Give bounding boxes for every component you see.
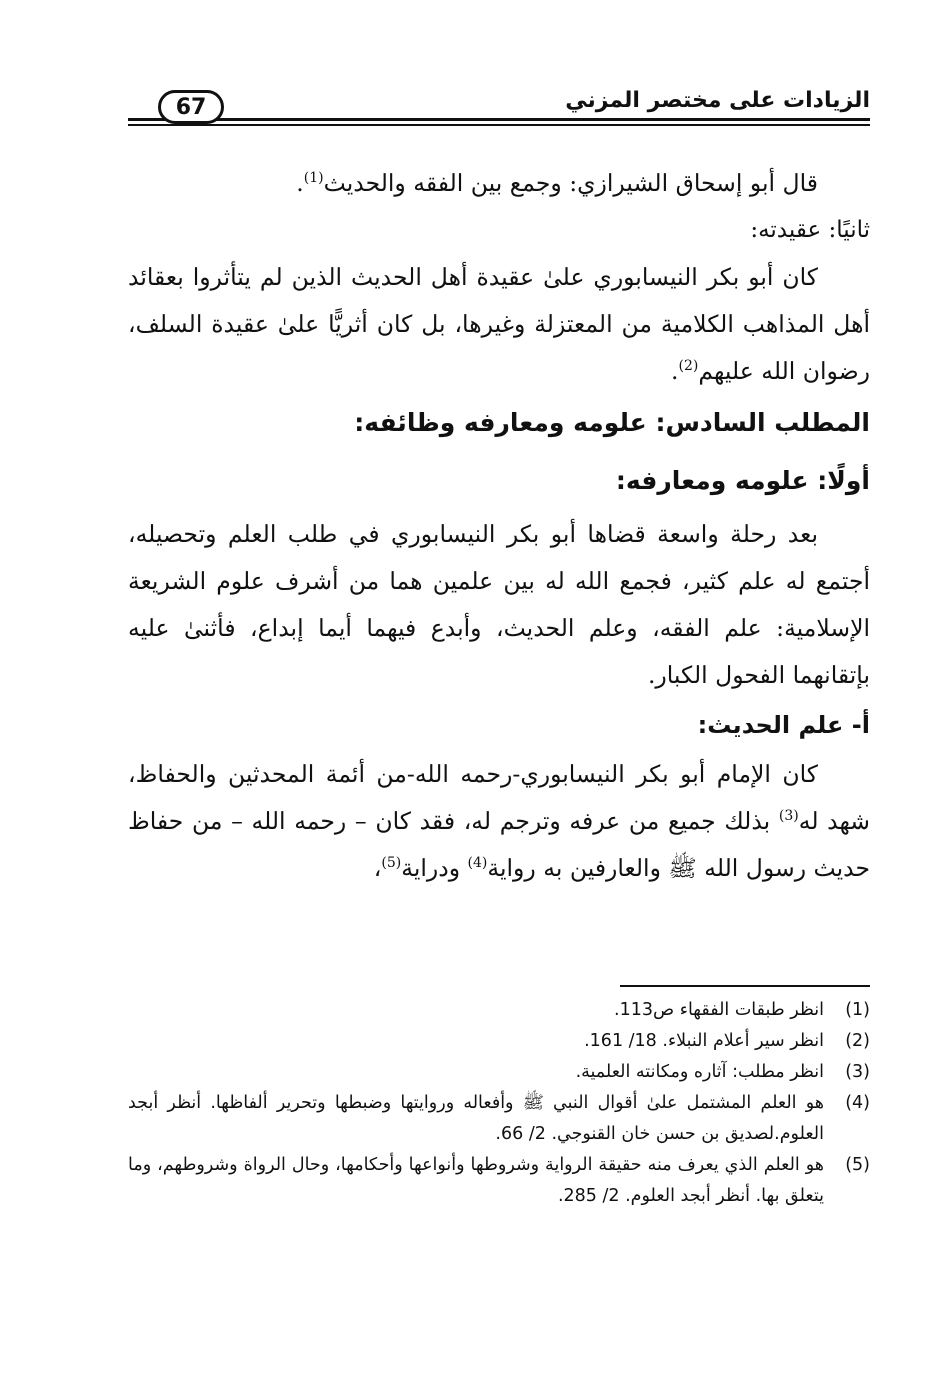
section-heading: المطلب السادس: علومه ومعارفه وظائفه:: [354, 408, 870, 437]
footnote-5: [128, 1150, 870, 1212]
paragraph-hadith: [128, 751, 870, 892]
header-rule-bottom: [128, 124, 870, 126]
paragraph-creed: [128, 254, 870, 395]
paragraph-shirazi-quote: [128, 160, 870, 207]
second-label: ثانيًا: عقيدته:: [750, 217, 870, 243]
punctuation: .: [296, 169, 304, 197]
first-heading: أولًا: علومه ومعارفه:: [615, 466, 870, 495]
footnotes: [128, 995, 870, 1212]
main-text: [128, 160, 870, 892]
footnote-text: هو العلم المشتمل علىٰ أقوال النبي ﷺ وأفعاله وروايتها وضبطها وتحرير ألفاظها. أنظر أبجد العلوم.لصديق بن حسن خان القنوجي. 2/ 66.: [128, 1093, 824, 1144]
paragraph-text: قال أبو إسحاق الشيرازي: وجمع بين الفقه والحديث: [323, 169, 818, 197]
footnote-ref-1[interactable]: (1): [303, 170, 324, 187]
footnote-text: انظر سير أعلام النبلاء. 18/ 161.: [584, 1031, 824, 1051]
footnote-4: [128, 1088, 870, 1150]
paragraph-text: كان أبو بكر النيسابوري علىٰ عقيدة أهل الحديث الذين لم يتأثروا بعقائد أهل المذاهب الكلامية من المعتزلة وغيرها، بل كان أثريًّا علىٰ عقيدة السلف، رضوان الله عليهم: [128, 263, 870, 385]
footnote-number: (4): [845, 1093, 870, 1113]
hadith-heading: أ- علم الحديث:: [697, 711, 870, 739]
footnote-ref-2[interactable]: (2): [678, 358, 699, 375]
header-rule-top: [128, 118, 870, 121]
paragraph-text: كان الإمام أبو بكر النيسابوري-رحمه الله-من أئمة المحدثين والحفاظ، شهد له: [128, 760, 870, 835]
running-title: الزيادات على مختصر المزني: [565, 88, 870, 113]
page-number: 67: [158, 90, 224, 124]
footnote-ref-4[interactable]: (4): [467, 855, 488, 872]
footnote-number: (1): [845, 1000, 870, 1020]
footnote-1: [128, 995, 870, 1026]
footnote-number: (5): [845, 1155, 870, 1175]
footnote-2: [128, 1026, 870, 1057]
footnote-number: (2): [845, 1031, 870, 1051]
footnote-text: انظر مطلب: آثاره ومكانته العلمية.: [575, 1062, 824, 1082]
footnote-number: (3): [845, 1062, 870, 1082]
punctuation: ،: [373, 854, 382, 882]
footnote-ref-3[interactable]: (3): [778, 808, 799, 825]
punctuation: .: [671, 357, 679, 385]
paragraph-text: ودراية: [401, 854, 468, 882]
footnote-text: هو العلم الذي يعرف منه حقيقة الرواية وشروطها وأنواعها وأحكامها، وحال الرواة وشروطهم، وما يتعلق بها. أنظر أبجد العلوم. 2/ 285.: [128, 1155, 824, 1206]
footnote-3: [128, 1057, 870, 1088]
footnote-ref-5[interactable]: (5): [381, 855, 402, 872]
paragraph-sciences: بعد رحلة واسعة قضاها أبو بكر النيسابوري في طلب العلم وتحصيله، أجتمع له علم كثير، فجمع الله له بين علمين هما من أشرف علوم الشريعة الإسلامية: علم الفقه، وعلم الحديث، وأبدع فيهما أيما إبداع، فأثنىٰ عليه بإتقانهما الفحول الكبار.: [128, 520, 871, 689]
footnote-separator: [620, 985, 870, 987]
footnote-text: انظر طبقات الفقهاء ص113.: [614, 1000, 824, 1020]
page-header: [128, 86, 870, 132]
paragraph-text: بذلك جميع من عرفه وترجم له، فقد كان – رحمه الله – من حفاظ حديث رسول الله ﷺ والعارفين به رواية: [128, 807, 870, 882]
